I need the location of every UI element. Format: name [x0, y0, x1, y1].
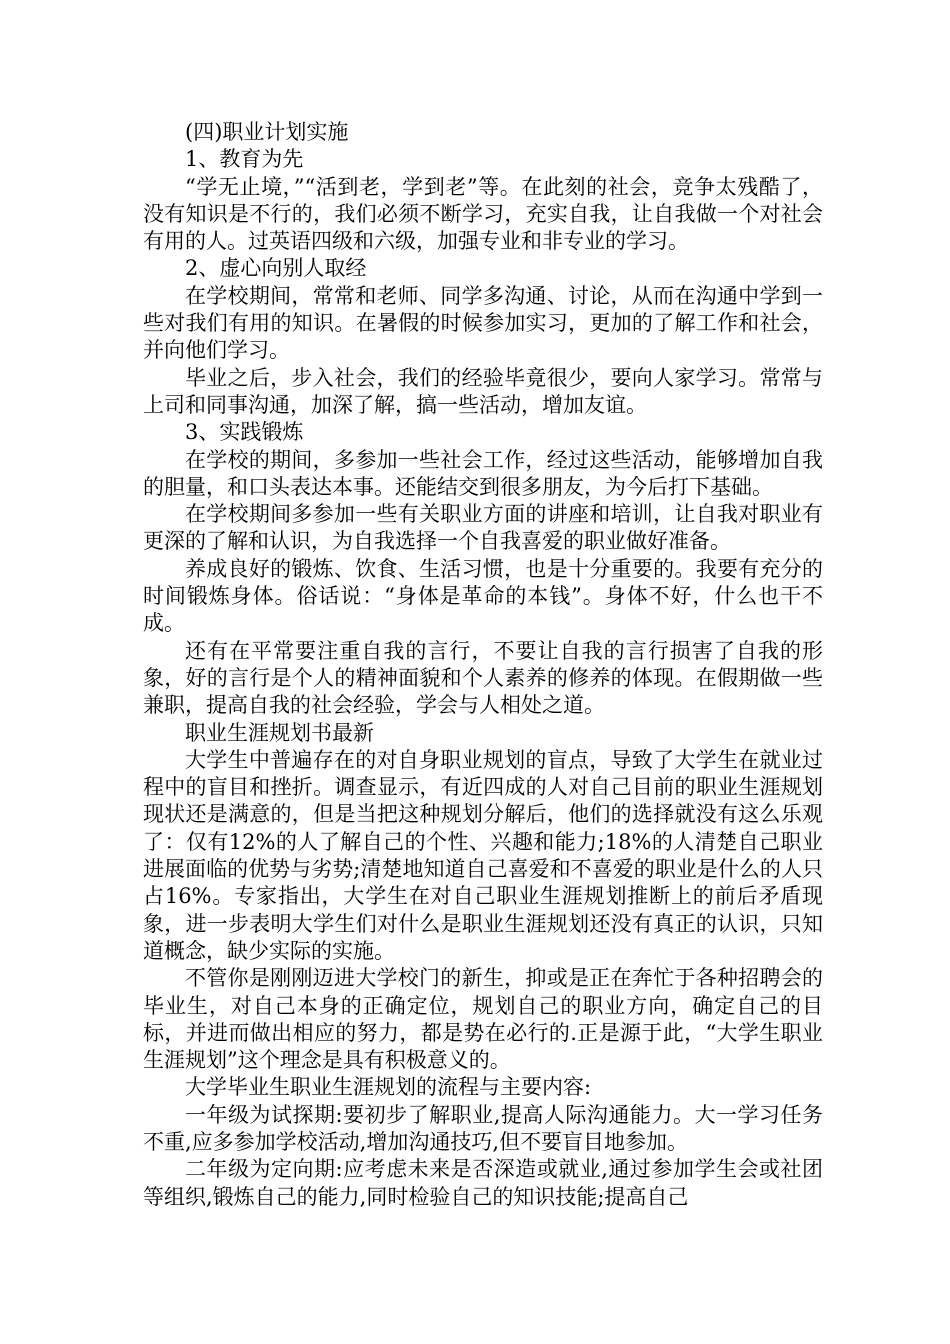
paragraph: “学无止境，”“活到老，学到老”等。在此刻的社会，竞争太残酷了，没有知识是不行的，我们必须不断学习，充实自我，让自我做一个对社会有用的人。过英语四级和六级，加强专业和非专业的学习。 [143, 174, 823, 254]
subsection-heading: 2、虚心向别人取经 [185, 256, 367, 281]
subsection-heading: 3、实践锻炼 [185, 420, 304, 445]
paragraph: 养成良好的锻炼、饮食、生活习惯，也是十分重要的。我要有充分的时间锻炼身体。俗话说：“身体是革命的本钱”。身体不好，什么也干不成。 [143, 556, 823, 636]
section-heading: (四)职业计划实施 [185, 120, 349, 144]
subsection-heading: 1、教育为先 [185, 147, 304, 172]
paragraph: 一年级为试探期:要初步了解职业,提高人际沟通能力。大一学习任务不重,应多参加学校活动,增加沟通技巧,但不要盲目地参加。 [143, 1102, 823, 1154]
paragraph: 大学毕业生职业生涯规划的流程与主要内容: [185, 1075, 592, 1100]
section-heading: 职业生涯规划书最新 [185, 720, 374, 745]
paragraph: 在学校期间多参加一些有关职业方面的讲座和培训，让自我对职业有更深的了解和认识，为自我选择一个自我喜爱的职业做好准备。 [143, 502, 823, 554]
paragraph: 在学校期间，常常和老师、同学多沟通、讨论，从而在沟通中学到一些对我们有用的知识。在暑假的时候参加实习，更加的了解工作和社会，并向他们学习。 [143, 283, 823, 363]
paragraph: 毕业之后，步入社会，我们的经验毕竟很少，要向人家学习。常常与上司和同事沟通，加深了解，搞一些活动，增加友谊。 [143, 365, 823, 417]
paragraph: 还有在平常要注重自我的言行，不要让自我的言行损害了自我的形象，好的言行是个人的精神面貌和个人素养的修养的体现。在假期做一些兼职，提高自我的社会经验，学会与人相处之道。 [143, 638, 823, 718]
paragraph: 不管你是刚刚迈进大学校门的新生，抑或是正在奔忙于各种招聘会的毕业生，对自己本身的正确定位，规划自己的职业方向，确定自己的目标，并进而做出相应的努力，都是势在必行的.正是源于此，“大学生职业生涯规划”这个理念是具有积极意义的。 [143, 966, 823, 1073]
paragraph: 大学生中普遍存在的对自身职业规划的盲点，导致了大学生在就业过程中的盲目和挫折。调查显示，有近四成的人对自己目前的职业生涯规划现状还是满意的，但是当把这种规划分解后，他们的选择就没有这么乐观了：仅有12%的人了解自己的个性、兴趣和能力;18%的人清楚自己职业进展面临的优势与劣势;清楚地知道自己喜爱和不喜爱的职业是什么的人只占16%。专家指出，大学生在对自己职业生涯规划推断上的前后矛盾现象，进一步表明大学生们对什么是职业生涯规划还没有真正的认识，只知道概念，缺少实际的实施。 [143, 747, 823, 963]
paragraph: 在学校的期间，多参加一些社会工作，经过这些活动，能够增加自我的胆量，和口头表达本事。还能结交到很多朋友，为今后打下基础。 [143, 447, 823, 499]
document-body [143, 119, 823, 1211]
paragraph: 二年级为定向期:应考虑未来是否深造或就业,通过参加学生会或社团等组织,锻炼自己的能力,同时检验自己的知识技能;提高自己 [143, 1157, 823, 1209]
